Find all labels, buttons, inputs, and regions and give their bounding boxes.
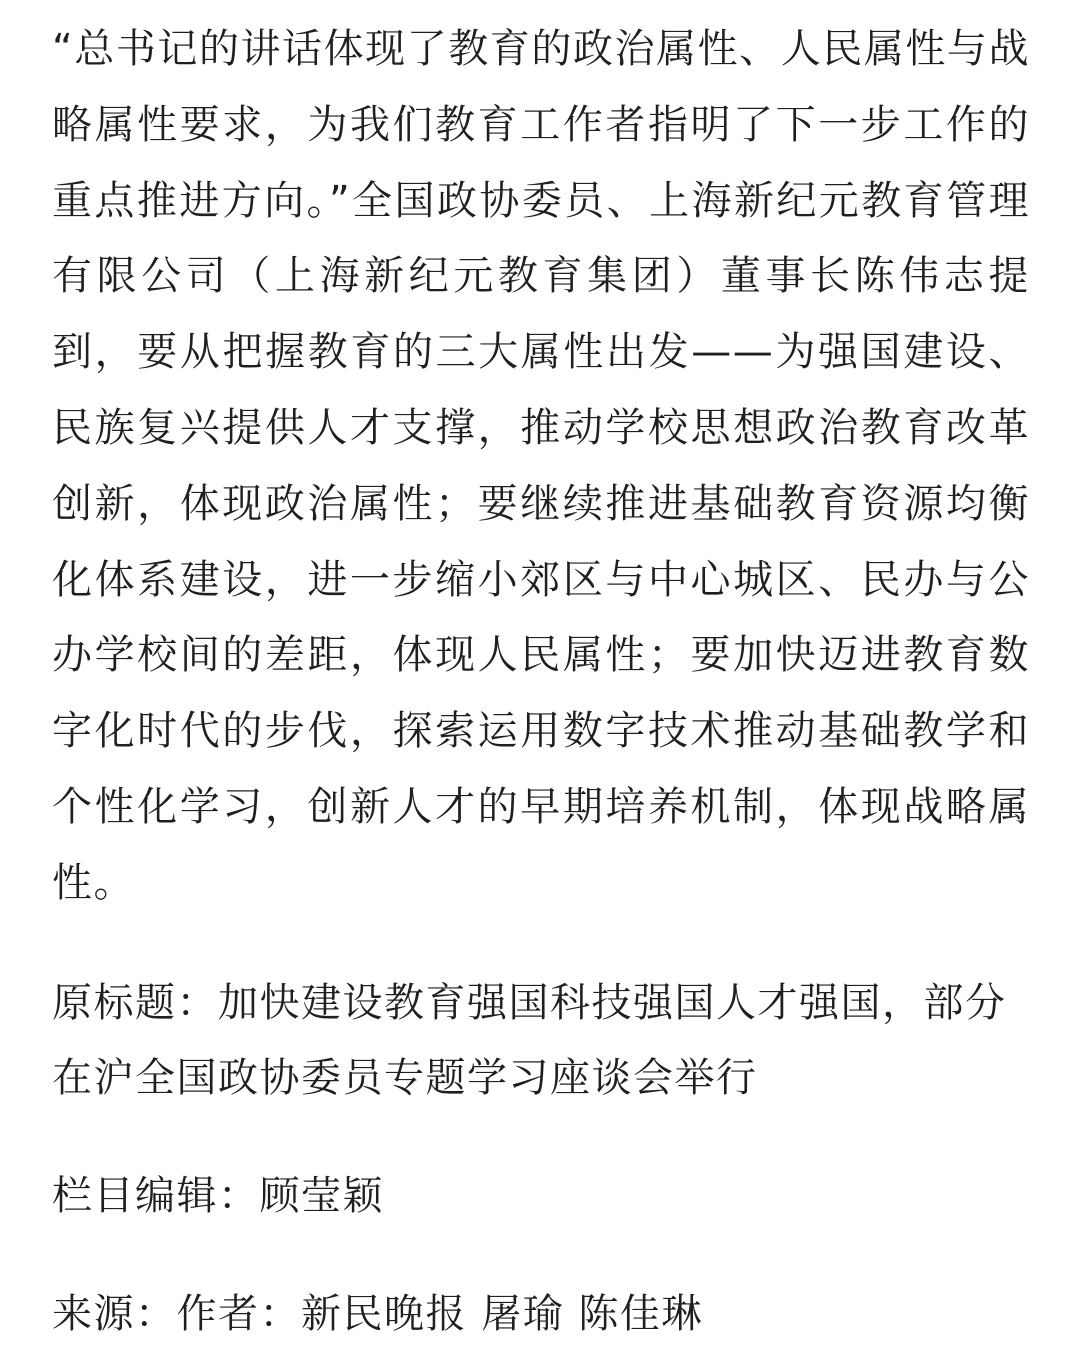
source-line: 来源：作者：新民晚报 屠瑜 陈佳琳 [52,1290,703,1337]
article-content [52,0,1030,1353]
column-editor-line: 栏目编辑：顾莹颖 [52,1173,384,1220]
original-title-line: 原标题：加快建设教育强国科技强国人才强国，部分在沪全国政协委员专题学习座谈会举行 [52,979,1007,1102]
article-body-paragraph: “总书记的讲话体现了教育的政治属性、人民属性与战略属性要求，为我们教育工作者指明了下一步工作的重点推进方向。”全国政协委员、上海新纪元教育管理有限公司（上海新纪元教育集团）董事长陈伟志提到，要从把握教育的三大属性出发——为强国建设、民族复兴提供人才支撑，推动学校思想政治教育改革创新，体现政治属性；要继续推进基础教育资源均衡化体系建设，进一步缩小郊区与中心城区、民办与公办学校间的差距，体现人民属性；要加快迈进教育数字化时代的步伐，探索运用数字技术推动基础教学和个性化学习，创新人才的早期培养机制，体现战略属性。 [52,26,1030,906]
